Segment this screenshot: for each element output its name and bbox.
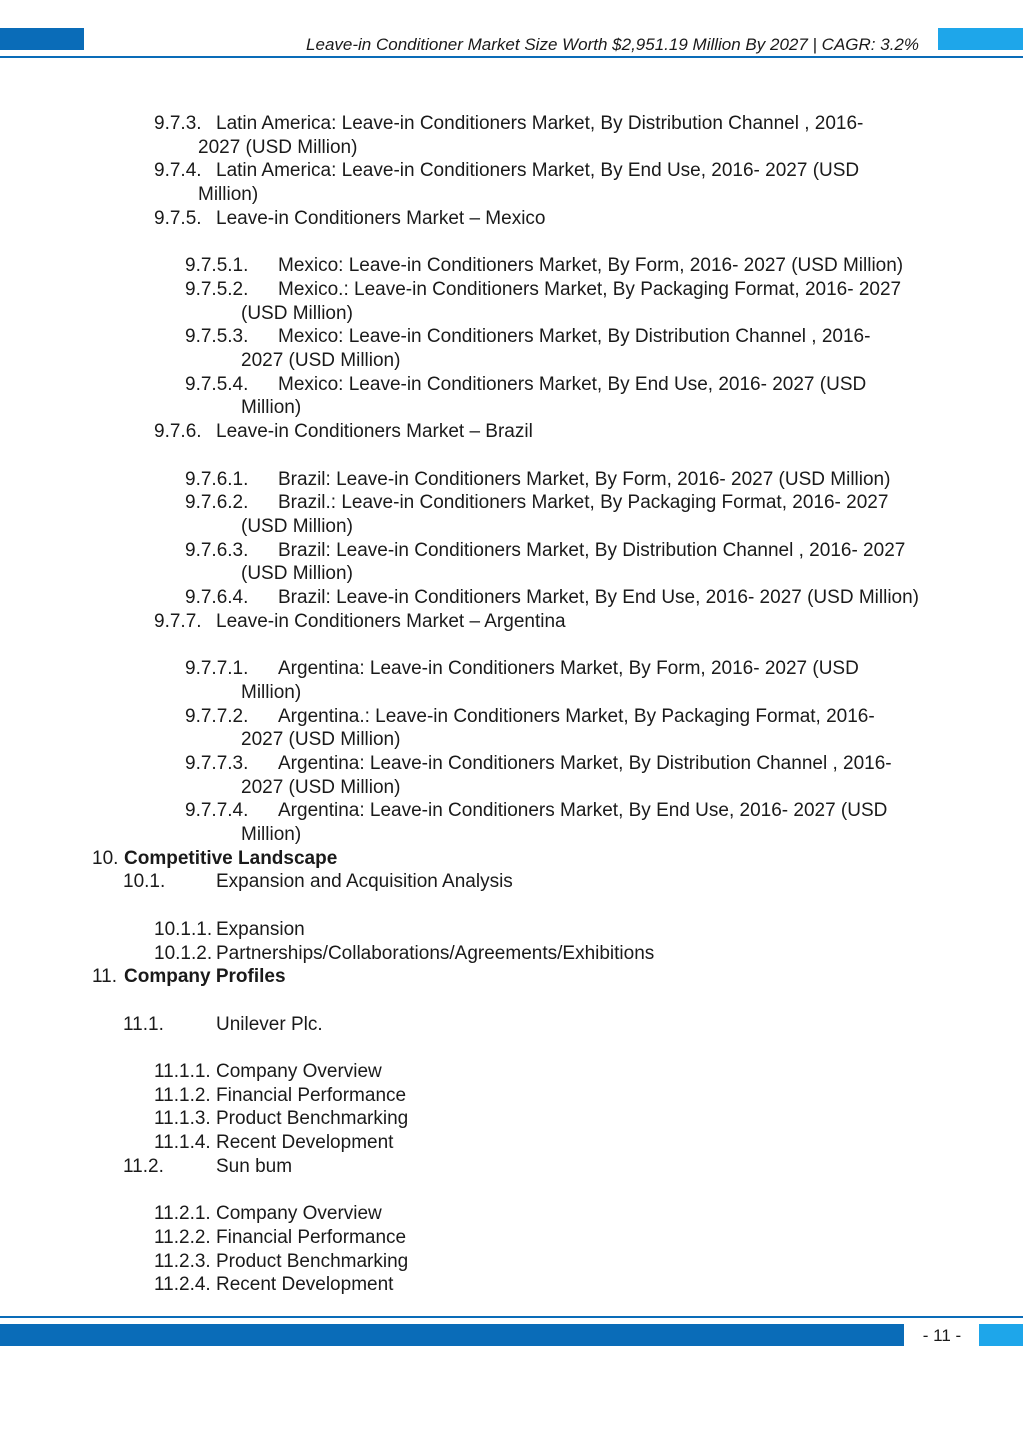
toc-entry-title: Mexico: Leave-in Conditioners Market, By Form, 2016- 2027 (USD Million): [278, 255, 904, 277]
toc-entry-title: Company Profiles: [124, 966, 286, 988]
toc-entry-number: 9.7.7.: [154, 610, 202, 632]
toc-entry-title: Latin America: Leave-in Conditioners Market, By Distribution Channel , 2016-: [216, 113, 864, 134]
toc-entry-number: 11.2.2.: [154, 1226, 211, 1248]
toc-entry-title: Financial Performance: [216, 1084, 407, 1106]
toc-entry-number: 9.7.7.1.: [185, 658, 249, 680]
toc-entry-number: 9.7.4.: [154, 160, 202, 182]
toc-entry-title: Product Benchmarking: [216, 1250, 409, 1272]
toc-entry-title: Latin America: Leave-in Conditioners Market, By End Use, 2016- 2027 (USD: [216, 160, 860, 182]
toc-entry-number: 9.7.5.4.: [185, 373, 249, 395]
toc-entry-title-continuation: Million): [241, 824, 302, 845]
toc-entry-number: 9.7.5.3.: [185, 326, 249, 348]
toc-entry-number: 9.7.6.: [154, 421, 202, 443]
toc-entry-title: Recent Development: [216, 1132, 394, 1154]
toc-entry-number: 9.7.6.3.: [185, 539, 249, 561]
toc-entry-title-continuation: Million): [241, 397, 302, 419]
toc-entry-number: 10.1.1.: [154, 918, 213, 940]
toc-entry-title: Leave-in Conditioners Market – Mexico: [216, 207, 546, 229]
toc-entry-title: Leave-in Conditioners Market – Argentina: [216, 610, 566, 632]
toc-entry-title: Partnerships/Collaborations/Agreements/Exhibitions: [216, 942, 655, 964]
toc-entry-number: 11.: [92, 966, 118, 988]
toc-entry-title: Product Benchmarking: [216, 1108, 409, 1130]
toc-entry-number: 10.: [92, 847, 119, 869]
toc-entry-title-continuation: 2027 (USD Million): [241, 350, 401, 371]
toc-entry-number: 9.7.6.2.: [185, 492, 249, 514]
toc-entry-number: 11.1.1.: [154, 1061, 211, 1082]
toc-entry-title: Argentina: Leave-in Conditioners Market, By Form, 2016- 2027 (USD: [278, 658, 859, 680]
toc-entry-title-continuation: Million): [241, 681, 302, 703]
toc-entry-title-continuation: (USD Million): [241, 515, 353, 537]
toc-entry-title: Argentina: Leave-in Conditioners Market, By End Use, 2016- 2027 (USD: [278, 800, 888, 822]
header-accent-left: [0, 28, 84, 50]
toc-entry-number: 11.1.2.: [154, 1084, 211, 1106]
toc-entry-title-continuation: (USD Million): [241, 563, 353, 585]
footer-rule: [0, 1316, 1023, 1318]
toc-entry-number: 10.1.2.: [154, 942, 213, 964]
toc-entry-number: 10.1.: [123, 871, 166, 893]
toc-entry-title: Brazil: Leave-in Conditioners Market, By Form, 2016- 2027 (USD Million): [278, 468, 891, 490]
toc-entry-number: 11.1.4.: [154, 1132, 211, 1154]
toc-entry-number: 9.7.7.4.: [185, 800, 249, 822]
toc-entry-title: Competitive Landscape: [124, 847, 338, 869]
toc-entry-title: Recent Development: [216, 1274, 394, 1296]
toc-entry-title: Financial Performance: [216, 1226, 407, 1248]
footer-bar: [0, 1324, 904, 1346]
toc-entry-title: Expansion and Acquisition Analysis: [216, 871, 513, 893]
toc-entry-number: 11.1.3.: [154, 1108, 211, 1130]
toc-entry-title: Argentina: Leave-in Conditioners Market, By Distribution Channel , 2016-: [278, 752, 892, 774]
toc-entry-title: Company Overview: [216, 1061, 382, 1082]
header-title: Leave-in Conditioner Market Size Worth $2,951.19 Million By 2027 | CAGR: 3.2%: [306, 35, 919, 54]
toc-entry-number: 9.7.6.1.: [185, 468, 249, 490]
toc-entry-title: Sun bum: [216, 1155, 293, 1177]
toc-entry-title: Mexico.: Leave-in Conditioners Market, By Packaging Format, 2016- 2027: [278, 278, 902, 300]
toc-entry-title-continuation: Million): [198, 184, 259, 206]
toc-entry-title: Expansion: [216, 918, 305, 940]
toc-entry-number: 9.7.5.2.: [185, 278, 249, 300]
toc-entry-title: Unilever Plc.: [216, 1013, 323, 1035]
toc-entry-number: 9.7.5.: [154, 207, 202, 229]
toc-entry-title: Brazil: Leave-in Conditioners Market, By End Use, 2016- 2027 (USD Million): [278, 587, 919, 608]
toc-entry-number: 9.7.5.1.: [185, 255, 249, 277]
toc-entry-title-continuation: 2027 (USD Million): [198, 136, 358, 158]
toc-entry-number: 9.7.3.: [154, 113, 202, 134]
toc-entry-title: Mexico: Leave-in Conditioners Market, By End Use, 2016- 2027 (USD: [278, 373, 867, 395]
toc-entry-title-continuation: (USD Million): [241, 302, 353, 324]
toc-entry-number: 9.7.7.2.: [185, 705, 249, 727]
toc-entry-title: Mexico: Leave-in Conditioners Market, By Distribution Channel , 2016-: [278, 326, 871, 348]
toc-entry-title: Brazil: Leave-in Conditioners Market, By Distribution Channel , 2016- 2027: [278, 539, 906, 561]
toc-entry-number: 9.7.6.4.: [185, 587, 249, 608]
footer-accent-right: [979, 1324, 1023, 1346]
toc-entry-title: Brazil.: Leave-in Conditioners Market, By Packaging Format, 2016- 2027: [278, 492, 889, 514]
toc-entry-title: Company Overview: [216, 1203, 382, 1225]
toc-entry-title: Argentina.: Leave-in Conditioners Market, By Packaging Format, 2016-: [278, 705, 875, 727]
toc-entry-number: 11.2.1.: [154, 1203, 211, 1225]
toc-entry-number: 9.7.7.3.: [185, 752, 249, 774]
toc-entry-number: 11.2.3.: [154, 1250, 211, 1272]
toc-entry-title-continuation: 2027 (USD Million): [241, 729, 401, 751]
page-number: - 11 -: [922, 1326, 962, 1345]
toc-entry-number: 11.1.: [123, 1013, 164, 1035]
toc-entry-title: Leave-in Conditioners Market – Brazil: [216, 421, 533, 443]
toc-entry-number: 11.2.4.: [154, 1274, 211, 1296]
toc-entry-number: 11.2.: [123, 1155, 164, 1177]
toc-entry-title-continuation: 2027 (USD Million): [241, 776, 401, 798]
header-rule: [0, 56, 1023, 58]
header-accent-right: [938, 28, 1023, 50]
